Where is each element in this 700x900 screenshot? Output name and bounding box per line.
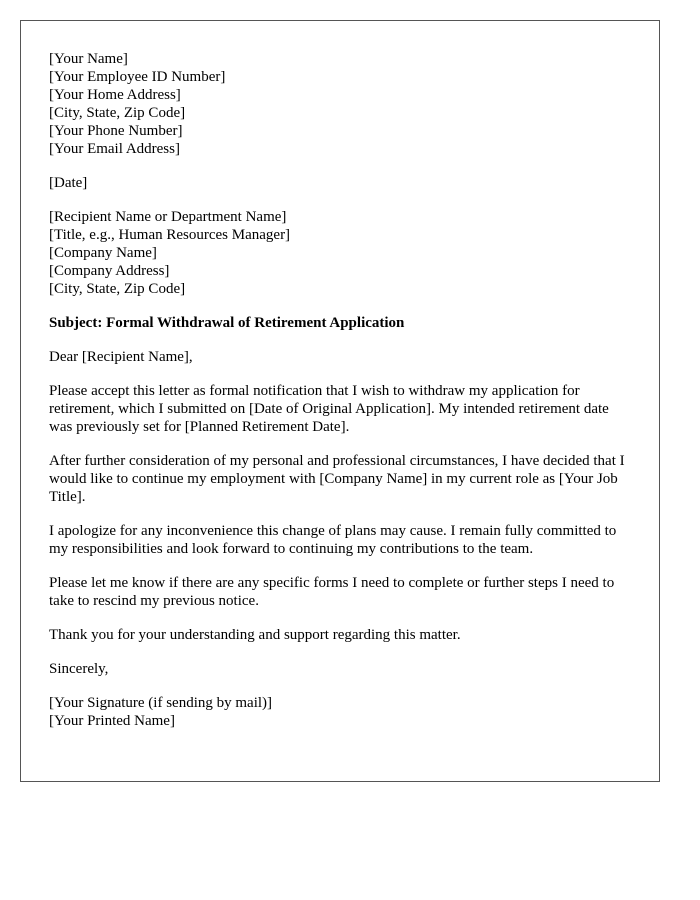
closing: Sincerely, [49,661,109,677]
body-paragraph-3: I apologize for any inconvenience this change of plans may cause. I remain fully committed to my responsibilities and look forward to continuing my contributions to the team. [49,523,617,557]
recipient-block [49,208,631,298]
sender-city-state-zip: [City, State, Zip Code] [49,105,186,121]
sender-name: [Your Name] [49,51,128,67]
recipient-company-address: [Company Address] [49,263,170,279]
body-paragraph-5: Thank you for your understanding and support regarding this matter. [49,627,461,643]
recipient-city-state-zip: [City, State, Zip Code] [49,281,186,297]
sender-email: [Your Email Address] [49,141,180,157]
signature-line: [Your Signature (if sending by mail)] [49,695,273,711]
recipient-name: [Recipient Name or Department Name] [49,209,287,225]
body-paragraph-2: After further consideration of my personal and professional circumstances, I have decided that I would like to continue my employment with [Company Name] in my current role as [Your Job Title]. [49,453,625,505]
letter-date: [Date] [49,175,88,191]
sender-phone: [Your Phone Number] [49,123,183,139]
sender-home-address: [Your Home Address] [49,87,181,103]
salutation: Dear [Recipient Name], [49,349,193,365]
recipient-title: [Title, e.g., Human Resources Manager] [49,227,291,243]
printed-name: [Your Printed Name] [49,713,175,729]
body-paragraph-1: Please accept this letter as formal notification that I wish to withdraw my application for retirement, which I submitted on [Date of Original Application]. My intended retirement date was previously set for [Planned Retirement Date]. [49,383,609,435]
body-paragraph-4: Please let me know if there are any specific forms I need to complete or further steps I need to take to rescind my previous notice. [49,575,615,609]
sender-block [49,50,631,158]
letter-page [20,20,660,782]
subject-line: Subject: Formal Withdrawal of Retirement Application [49,315,405,331]
date-block [49,174,631,192]
signature-block [49,694,631,730]
sender-employee-id: [Your Employee ID Number] [49,69,226,85]
recipient-company: [Company Name] [49,245,157,261]
